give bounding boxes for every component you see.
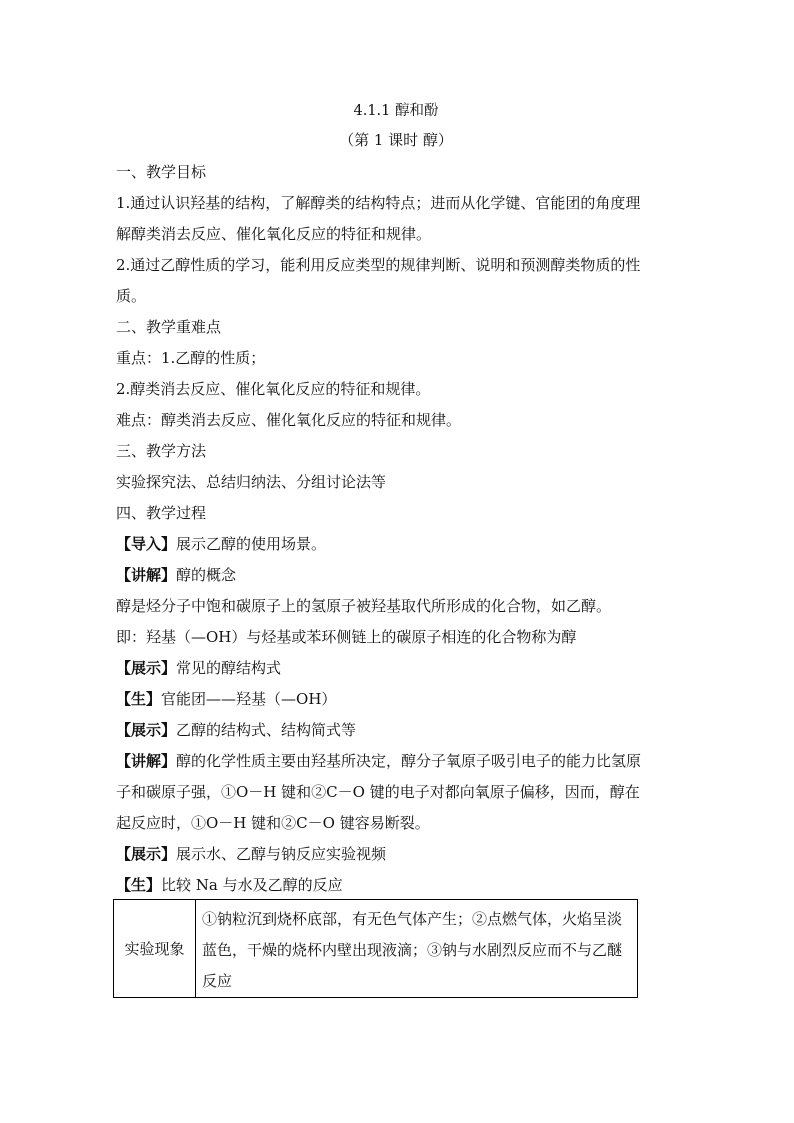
section-heading: 二、教学重难点 xyxy=(116,318,222,336)
text-line: 难点：醇类消去反应、催化氧化反应的特征和规律。 xyxy=(116,411,462,429)
process-text: 醇的概念 xyxy=(176,566,237,584)
section-heading: 四、教学过程 xyxy=(116,504,207,522)
process-text: 即：羟基（—OH）与烃基或苯环侧链上的碳原子相连的化合物称为醇 xyxy=(116,628,577,646)
process-line xyxy=(116,565,676,585)
process-text: 乙醇的结构式、结构简式等 xyxy=(176,721,357,739)
section-heading: 三、教学方法 xyxy=(116,442,207,460)
process-text: 醇的化学性质主要由羟基所决定，醇分子氧原子吸引电子的能力比氢原 xyxy=(176,752,642,770)
process-text: 醇是烃分子中饱和碳原子上的氢原子被羟基取代所形成的化合物，如乙醇。 xyxy=(116,597,612,615)
process-tag: 【生】 xyxy=(116,876,162,894)
text-line: 解醇类消去反应、催化氧化反应的特征和规律。 xyxy=(116,225,432,243)
text-line: 2.通过乙醇性质的学习，能利用反应类型的规律判断、说明和预测醇类物质的性 xyxy=(116,256,641,274)
process-line xyxy=(116,844,676,864)
process-tag: 【讲解】 xyxy=(116,566,177,584)
experiment-table xyxy=(113,899,638,998)
text-line: 实验探究法、总结归纳法、分组讨论法等 xyxy=(116,473,387,491)
process-text: 子和碳原子强，①O－H 键和②C－O 键的电子对都向氧原子偏移，因而，醇在 xyxy=(116,783,640,801)
process-line xyxy=(116,875,676,895)
process-line xyxy=(116,596,676,616)
table-content-cell: ①钠粒沉到烧杯底部，有无色气体产生；②点燃气体，火焰呈淡蓝色，干燥的烧杯内壁出现液滴；③钠与水剧烈反应而不与乙醚反应 xyxy=(202,910,623,990)
text-line: 1.通过认识羟基的结构，了解醇类的结构特点；进而从化学键、官能团的角度理 xyxy=(116,194,641,212)
text-line: 质。 xyxy=(116,287,147,305)
process-tag: 【讲解】 xyxy=(116,752,177,770)
process-tag: 【展示】 xyxy=(116,845,177,863)
section-heading: 一、教学目标 xyxy=(116,163,207,181)
process-line xyxy=(116,813,676,833)
process-line xyxy=(116,751,676,771)
process-line xyxy=(116,534,676,554)
page-title: 4.1.1 醇和酚 xyxy=(353,103,439,119)
process-tag: 【导入】 xyxy=(116,535,177,553)
process-line xyxy=(116,627,676,647)
process-tag: 【展示】 xyxy=(116,659,177,677)
text-line: 2.醇类消去反应、催化氧化反应的特征和规律。 xyxy=(116,380,431,398)
process-text: 比较 Na 与水及乙醇的反应 xyxy=(161,876,343,894)
page-subtitle: （第 1 课时 醇） xyxy=(339,131,453,149)
process-text: 常见的醇结构式 xyxy=(176,659,282,677)
process-text: 展示水、乙醇与钠反应实验视频 xyxy=(176,845,387,863)
table-header-cell: 实验现象 xyxy=(114,900,196,997)
text-line: 重点：1.乙醇的性质； xyxy=(116,349,266,367)
process-tag: 【生】 xyxy=(116,690,162,708)
process-text: 官能团——羟基（—OH） xyxy=(161,690,337,708)
process-line xyxy=(116,782,676,802)
process-line xyxy=(116,658,676,678)
process-text: 起反应时，①O－H 键和②C－O 键容易断裂。 xyxy=(116,814,430,832)
process-text: 展示乙醇的使用场景。 xyxy=(176,535,327,553)
process-line xyxy=(116,689,676,709)
process-line xyxy=(116,720,676,740)
process-tag: 【展示】 xyxy=(116,721,177,739)
